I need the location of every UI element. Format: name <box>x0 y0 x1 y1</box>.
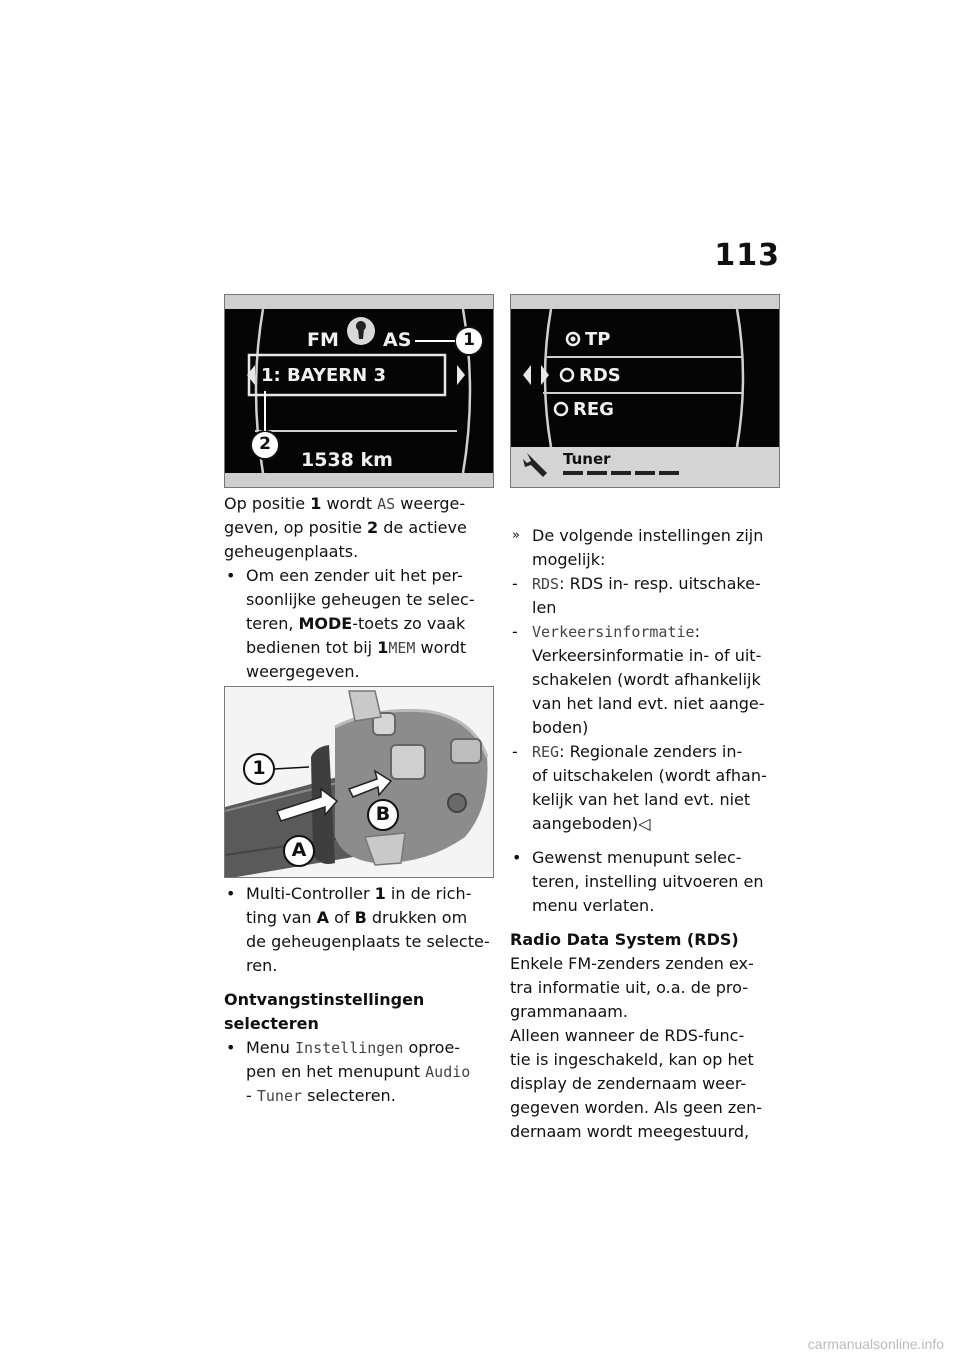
tuner-label: Tuner <box>563 450 611 468</box>
menu-item-reg: REG <box>573 399 614 420</box>
tuner-display-illustration <box>511 295 780 488</box>
menu-item-rds: RDS <box>579 365 621 386</box>
rds-paragraph-1: Enkele FM-zenders zenden ex- tra informatie uit, o.a. de pro- grammanaam. <box>510 954 754 1021</box>
direction-label-b: B <box>375 803 391 825</box>
heading-rds: Radio Data System (RDS) <box>510 930 739 949</box>
mode-label: AS <box>383 329 412 351</box>
bullet-select-menu-item: • Gewenst menupunt selec- teren, instelling uitvoeren en menu verlaten. <box>510 846 782 918</box>
heading-reception-settings: Ontvangstinstellingen selecteren <box>224 990 425 1033</box>
setting-reg: - REG: Regionale zenders in- of uitschakelen (wordt afhan- kelijk van het land evt. niet aangeboden)◁ <box>510 740 782 836</box>
multi-controller-figure <box>224 686 494 878</box>
distance-label: 1538 km <box>301 449 393 471</box>
callout-2: 2 <box>259 434 271 454</box>
possible-settings-intro: » De volgende instellingen zijn mogelijk: <box>510 524 782 572</box>
callout-1: 1 <box>463 330 475 350</box>
bullet-multi-controller: • Multi-Controller 1 in de rich- ting van A of B drukken om de geheugenplaats te selecte- ren. <box>224 882 496 978</box>
controller-callout-1: 1 <box>252 757 266 779</box>
station-label: 1: BAYERN 3 <box>261 365 386 386</box>
handlebar-illustration <box>225 687 494 878</box>
right-text <box>510 524 782 1144</box>
bullet-select-station: • Om een zender uit het per- soonlijke geheugen te selec- teren, MODE-toets zo vaak bedienen tot bij 1MEM wordt weergegeven. <box>224 564 496 684</box>
rds-paragraph-2: Alleen wanneer de RDS-func- tie is ingeschakeld, kan op het display de zendernaam weer- gegeven worden. Als geen zen- dernaam wordt meegestuurd, <box>510 1026 763 1141</box>
tuner-settings-figure <box>510 294 780 488</box>
setting-rds: - RDS: RDS in- resp. uitschake- len <box>510 572 782 620</box>
watermark-footer: carmanualsonline.info <box>807 1336 944 1352</box>
band-label: FM <box>307 329 339 351</box>
setting-traffic-info: - Verkeersinformatie: Verkeersinformatie in- of uit- schakelen (wordt afhankelijk van het land evt. niet aange- boden) <box>510 620 782 740</box>
menu-item-tp: TP <box>585 329 611 350</box>
left-text-lower <box>224 882 496 1108</box>
left-text-upper <box>224 492 496 684</box>
bullet-menu-settings: • Menu Instellingen oproe- pen en het menupunt Audio - Tuner selecteren. <box>224 1036 496 1108</box>
direction-label-a: A <box>291 839 307 861</box>
radio-display-figure <box>224 294 494 488</box>
position-description: Op positie 1 wordt AS weerge- geven, op positie 2 de actieve geheugenplaats. <box>224 494 467 561</box>
page-number: 113 <box>714 238 780 273</box>
